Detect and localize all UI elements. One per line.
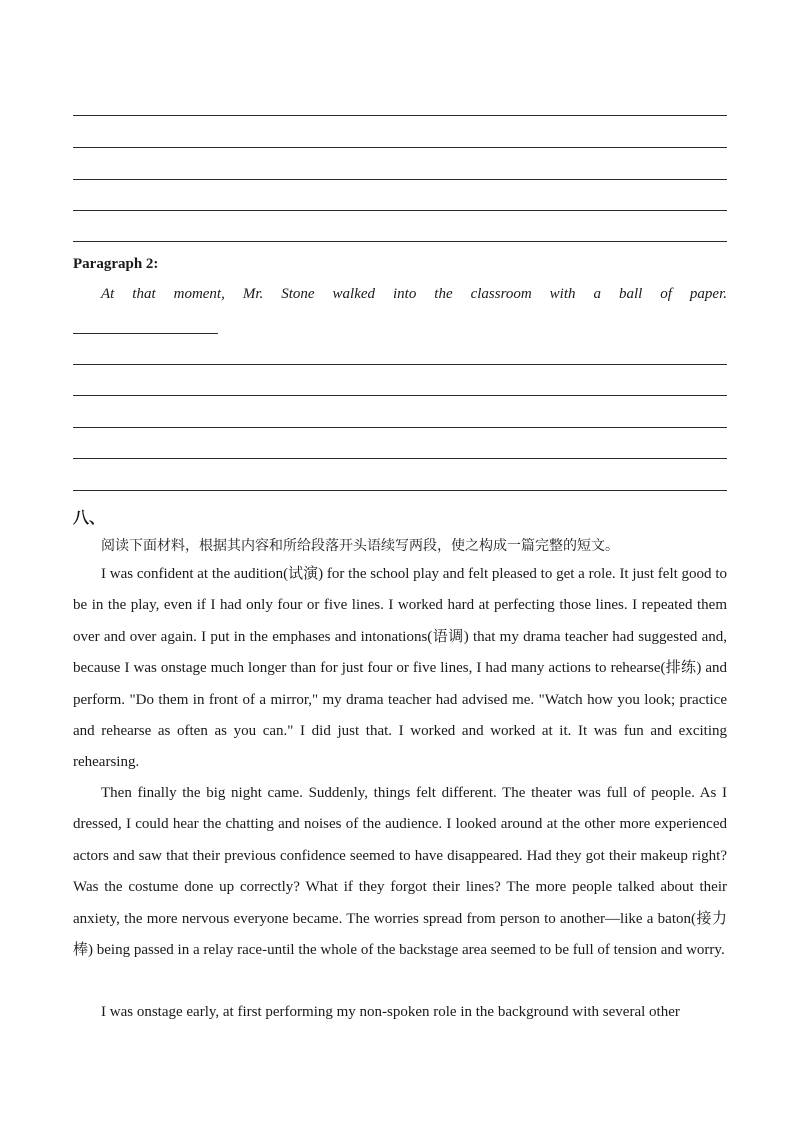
answer-line-short[interactable] — [73, 333, 218, 334]
answer-line[interactable] — [73, 115, 727, 116]
answer-line[interactable] — [73, 458, 727, 459]
story-paragraph: I was onstage early, at first performing my non-spoken role in the background with several other — [101, 1004, 680, 1020]
section-instruction: 阅读下面材料，根据其内容和所给段落开头语续写两段，使之构成一篇完整的短文。 — [101, 538, 619, 554]
answer-line[interactable] — [73, 179, 727, 180]
story-paragraph: I was confident at the audition(试演) for the school play and felt pleased to get a role. It just felt good to be in the play, even if I had only four or five lines. I worked hard at perfecting those lines. I repeated them over and over again. I put in the emphases and intonations(语调) that my drama teacher had suggested and, because I was onstage much longer than for just four or five lines, I had many actions to rehearse(排练) and perform. "Do them in front of a mirror," my drama teacher had advised me. "Watch how you look; practice and rehearse as often as you can." I did just that. I worked and worked at it. It was fun and exciting rehearsing. — [73, 566, 727, 771]
answer-line[interactable] — [73, 490, 727, 491]
answer-line[interactable] — [73, 395, 727, 396]
answer-line[interactable] — [73, 147, 727, 148]
paragraph-2-label: Paragraph 2: — [73, 256, 159, 272]
story-paragraph: Then finally the big night came. Suddenly, things felt different. The theater was full of people. As I dressed, I could hear the chatting and noises of the audience. I looked around at the other more experienced actors and saw that their previous confidence seemed to have disappeared. Had they got their makeup right? Was the costume done up correctly? What if they forgot their lines? The more people talked about their anxiety, the more nervous everyone became. The worries spread from person to another—like a baton(接力棒) being passed in a relay race-until the whole of the backstage area seemed to be full of tension and worry. — [73, 785, 727, 959]
answer-line[interactable] — [73, 241, 727, 242]
answer-line[interactable] — [73, 427, 727, 428]
paragraph-2-opening: At that moment, Mr. Stone walked into the classroom with a ball of paper. — [101, 286, 727, 302]
answer-line[interactable] — [73, 364, 727, 365]
answer-line[interactable] — [73, 210, 727, 211]
section-number: 八、 — [73, 508, 106, 527]
